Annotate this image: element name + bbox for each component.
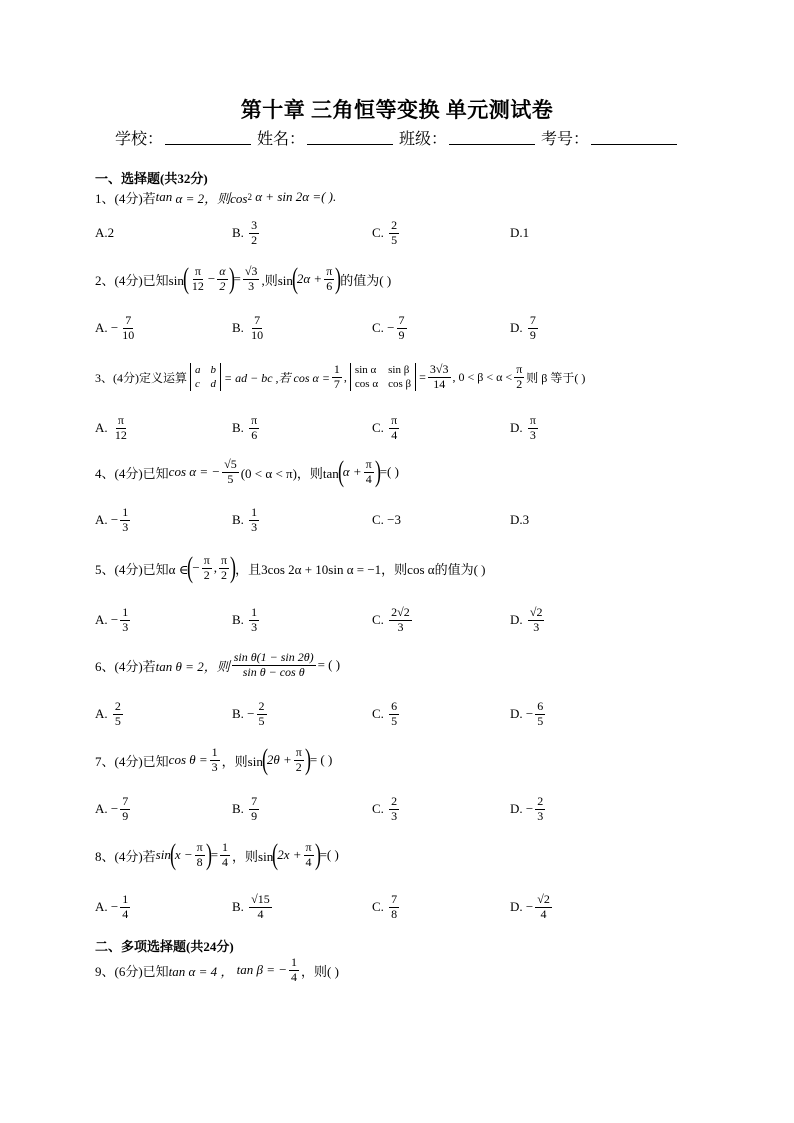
question-6: 6、(4分)若 tan θ = 2，则 $\frac{\text{sin θ(1 − sin 2θ)}}{\text{sin θ − cos θ}}$ = ( ) bbox=[95, 650, 341, 679]
option-a[interactable]: A. − $\frac{1}{4}$ bbox=[95, 892, 129, 921]
school-blank[interactable] bbox=[165, 130, 251, 145]
option-d[interactable]: D. $\frac{√2}{3}$ bbox=[510, 605, 543, 634]
option-c[interactable]: C. $\frac{2}{3}$ bbox=[372, 794, 398, 823]
question-5: 5、(4分)已知α ∈ ( − $\frac{\pi}{2}$ , $\frac{\pi}{2}$ ) ，且3cos 2α + 10sin α = −1，则cos α的值为( ) bbox=[95, 551, 486, 584]
section-heading-single-choice: 一、选择题(共32分) bbox=[95, 171, 208, 186]
option-c[interactable]: C. $\frac{\pi}{4}$ bbox=[372, 413, 398, 442]
question-4: 4、(4分)已知 cos α = − $\frac{√5}{5}$ (0 < α < π)，则tan ( α + $\frac{\pi}{4}$ ) =( ) bbox=[95, 455, 399, 488]
question-5-options bbox=[95, 603, 695, 637]
option-c[interactable]: C. $\frac{6}{5}$ bbox=[372, 699, 398, 728]
question-9: 9、(6分)已知 tan α = 4 ， tan β = − $\frac{1}{4}$ ，则( ) bbox=[95, 955, 339, 984]
option-d[interactable]: D.1 bbox=[510, 225, 530, 240]
class-label: 班级： bbox=[399, 131, 448, 148]
question-3: 3、(4分)定义运算 a b c d = ad − bc ,若 cos α = $\frac{1}{7}$ , sin α sin β cos α cos β = $\frac{3√3}{14}$ , 0 < β < α < $\frac{\pi}{2}$ 则 β 等于( ) bbox=[95, 362, 586, 391]
class-blank[interactable] bbox=[449, 130, 535, 145]
question-8-options bbox=[95, 890, 695, 924]
option-a[interactable]: A. − $\frac{7}{10}$ bbox=[95, 313, 135, 342]
name-blank[interactable] bbox=[307, 130, 393, 145]
option-a[interactable]: A. $\frac{2}{5}$ bbox=[95, 699, 121, 728]
option-a[interactable]: A. − $\frac{1}{3}$ bbox=[95, 505, 129, 534]
option-a[interactable]: A.2 bbox=[95, 225, 115, 240]
question-3-options bbox=[95, 411, 695, 445]
option-c[interactable]: C. −3 bbox=[372, 512, 402, 527]
option-d[interactable]: D. − $\frac{2}{3}$ bbox=[510, 794, 544, 823]
option-a[interactable]: A. − $\frac{1}{3}$ bbox=[95, 605, 129, 634]
question-2-options bbox=[95, 311, 695, 345]
question-8: 8、(4分)若 sin ( x − $\frac{\pi}{8}$ ) = $\frac{1}{4}$ ，则sin ( 2x + $\frac{\pi}{4}$ ) =( ) bbox=[95, 838, 339, 871]
option-a[interactable]: A. $\frac{\pi}{12}$ bbox=[95, 413, 127, 442]
option-c[interactable]: C. $\frac{2√2}{3}$ bbox=[372, 605, 410, 634]
option-b[interactable]: B. $\frac{\pi}{6}$ bbox=[232, 413, 258, 442]
option-c[interactable]: C. $\frac{2}{5}$ bbox=[372, 218, 398, 247]
option-b[interactable]: B. $\frac{7}{10}$ bbox=[232, 313, 264, 342]
option-c[interactable]: C. $\frac{7}{8}$ bbox=[372, 892, 398, 921]
option-d[interactable]: D.3 bbox=[510, 512, 530, 527]
question-4-options bbox=[95, 503, 695, 537]
question-1-options bbox=[95, 216, 695, 250]
option-b[interactable]: B. $\frac{1}{3}$ bbox=[232, 505, 258, 534]
question-7: 7、(4分)已知 cos θ = $\frac{1}{3}$ ，则sin ( 2θ + $\frac{\pi}{2}$ ) = ( ) bbox=[95, 743, 333, 776]
option-d[interactable]: D. $\frac{7}{9}$ bbox=[510, 313, 536, 342]
question-7-options bbox=[95, 792, 695, 826]
option-b[interactable]: B. − $\frac{2}{5}$ bbox=[232, 699, 265, 728]
student-info-row bbox=[0, 126, 794, 149]
name-label: 姓名： bbox=[256, 131, 305, 148]
option-a[interactable]: A. − $\frac{7}{9}$ bbox=[95, 794, 129, 823]
section-heading-multiple-choice: 二、多项选择题(共24分) bbox=[95, 939, 234, 954]
exam-no-label: 考号： bbox=[541, 131, 590, 148]
option-b[interactable]: B. $\frac{1}{3}$ bbox=[232, 605, 258, 634]
page-title: 第十章 三角恒等变换 单元测试卷 bbox=[240, 98, 554, 122]
exam-no-blank[interactable] bbox=[591, 130, 677, 145]
option-d[interactable]: D. $\frac{\pi}{3}$ bbox=[510, 413, 536, 442]
option-d[interactable]: D. − $\frac{6}{5}$ bbox=[510, 699, 544, 728]
option-b[interactable]: B. $\frac{7}{9}$ bbox=[232, 794, 258, 823]
question-6-options bbox=[95, 697, 695, 731]
question-1: 1、(4分)若 tan α = 2，则cos 2 α + sin 2α =( ). bbox=[95, 189, 337, 206]
option-c[interactable]: C. − $\frac{7}{9}$ bbox=[372, 313, 405, 342]
option-b[interactable]: B. $\frac{3}{2}$ bbox=[232, 218, 258, 247]
option-b[interactable]: B. $\frac{√15}{4}$ bbox=[232, 892, 270, 921]
school-label: 学校： bbox=[114, 131, 163, 148]
question-2: 2、(4分)已知sin ( $\frac{\pi}{12}$ − $\frac{\alpha}{2}$ ) = $\frac{√3}{3}$ ,则sin ( 2α + $\frac{\pi}{6}$ ) 的值为( ) bbox=[95, 262, 392, 295]
option-d[interactable]: D. − $\frac{√2}{4}$ bbox=[510, 892, 550, 921]
